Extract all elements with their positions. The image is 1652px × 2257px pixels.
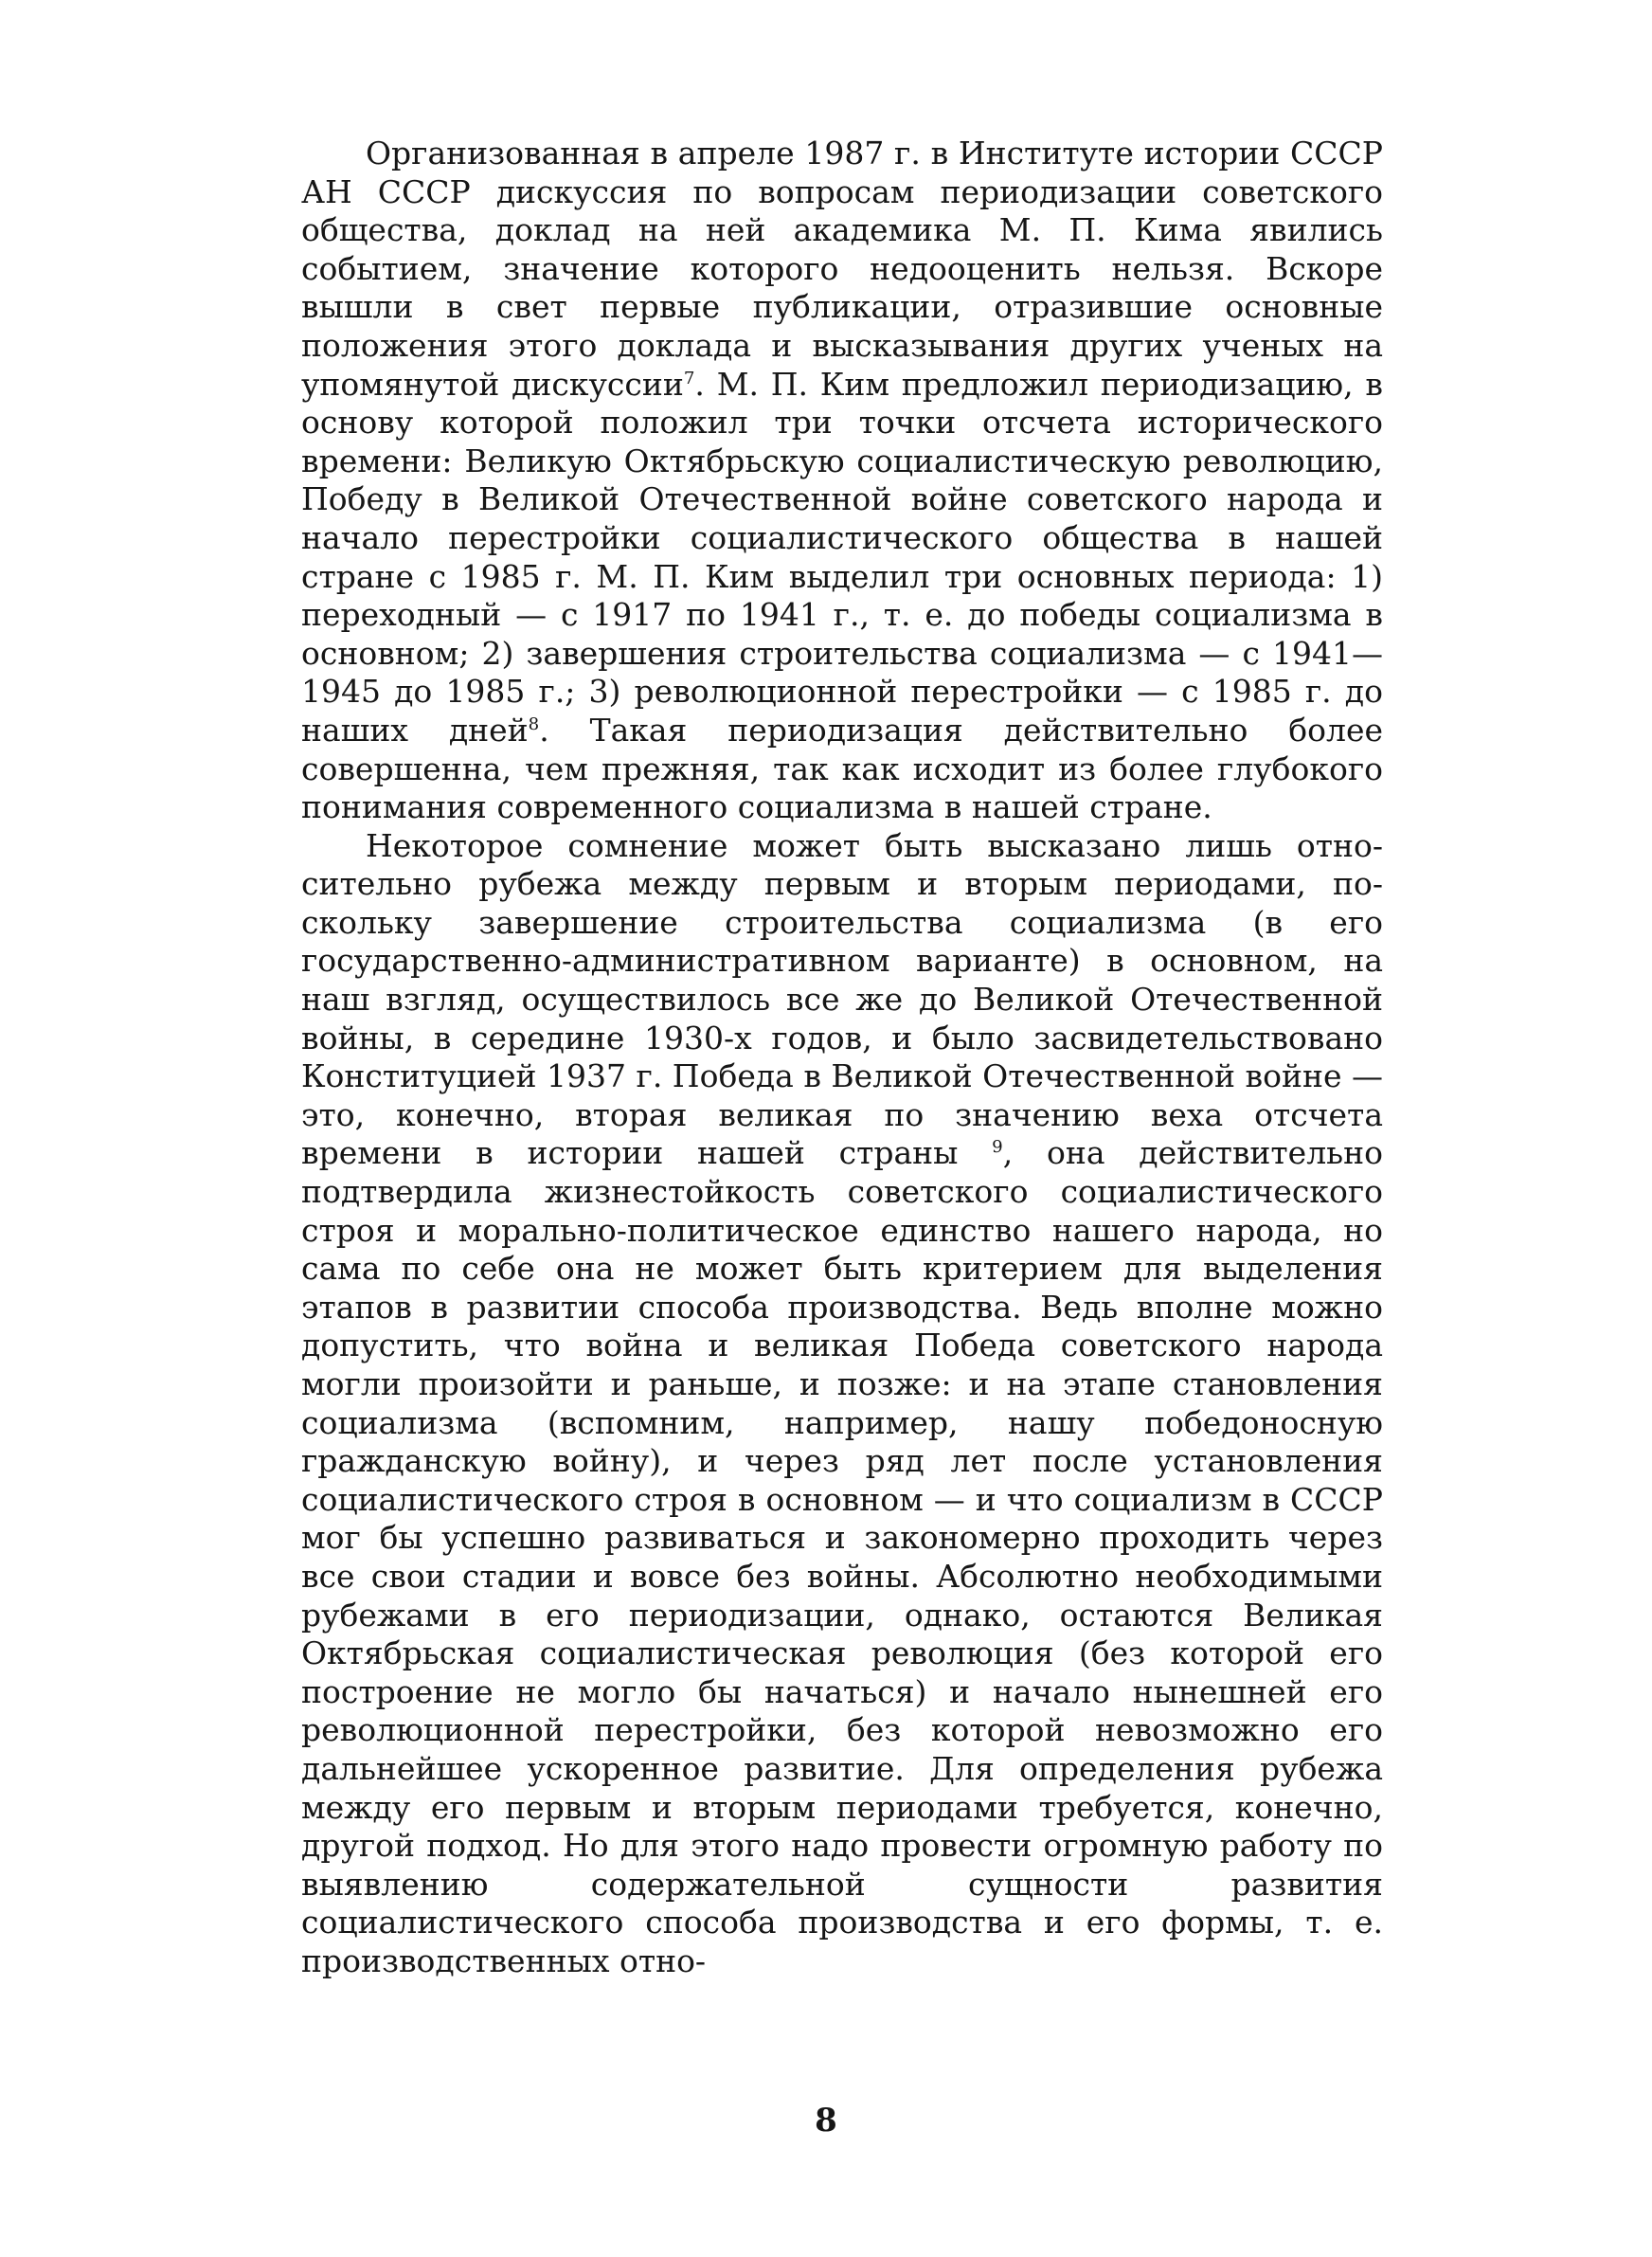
paragraph-1-text-b: . М. П. Ким предложил периодизацию, в основу которой положил три точки отсчета исторического времени: Великую Октябрьскую социалистическую революцию, Победу в Великой Отечественной войне советского народа и начало перестройки социалистического общества в нашей стране с 1985 г. М. П. Ким выделил три основных периода: 1) переходный — с 1917 по 1941 г., т. е. до победы социализма в основном; 2) завершения строительства социализма — с 1941—1945 до 1985 г.; 3) революционной перестройки — с 1985 г. до наших дней	[301, 365, 1383, 749]
paragraph-2-text-b: , она действительно подтвердила жизнестойкость советского социалистического строя и морально-политическое единство нашего народа, но сама по себе она не может быть критерием для выделения этапов в развитии способа производства. Ведь вполне можно допустить, что война и великая Победа советского народа могли произойти и раньше, и позже: и на этапе становления социализма (вспомним, например, нашу победоносную гражданскую войну), и через ряд лет после установления социалистического строя в основном — и что социализм в СССР мог бы успешно развиваться и закономерно проходить через все свои стадии и вовсе без войны. Абсолютно необходимыми рубежами в его периодизации, однако, остаются Великая Октябрьская социалистическая революция (без которой его построение не могло бы начаться) и начало нынешней его революционной перестройки, без которой невозможно его дальнейшее ускоренное развитие. Для определения рубежа между его первым и вторым периодами требуется, конечно, другой подход. Но для этого надо провести огромную работу по выявлению содержательной сущности развития социалистического способа производства и его формы, т. е. производственных отно-	[301, 1134, 1383, 1979]
footnote-ref-9: 9	[992, 1137, 1003, 1158]
paragraph-2-text-a: Некоторое сомнение может быть высказано лишь относительно рубежа между первым и вторым периодами, поскольку завершение строительства социализма (в его государственно-административном варианте) в основном, на наш взгляд, осуществилось все же до Великой Отечественной войны, в середине 1930-х годов, и было засвидетельствовано Конституцией 1937 г. Победа в Великой Отечественной войне — это, конечно, вторая великая по значению веха отсчета времени в истории нашей страны	[301, 826, 1383, 1172]
paragraph-1-text-c: . Такая периодизация действительно более совершенна, чем прежняя, так как исходит из более глубокого понимания современного социализма в нашей стране.	[301, 711, 1384, 826]
page-number: 8	[815, 2102, 837, 2140]
paragraph-1-text-a: Организованная в апреле 1987 г. в Институте истории СССР АН СССР дискуссия по вопросам периодизации советского общества, доклад на ней академика М. П. Кима явились событием, значение которого недооценить нельзя. Вскоре вышли в свет первые публикации, отразившие основные положения этого доклада и высказывания других ученых на упомянутой дискуссии	[301, 135, 1383, 403]
footnote-ref-8: 8	[528, 713, 540, 734]
paragraph-1	[301, 135, 1383, 827]
footnote-ref-7: 7	[683, 368, 695, 388]
body-text	[301, 135, 1383, 1981]
paragraph-2	[301, 827, 1383, 1981]
